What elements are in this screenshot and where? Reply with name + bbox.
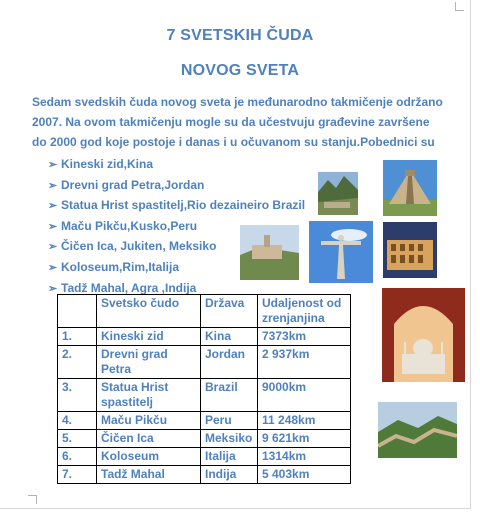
table-header-cell: Država <box>201 295 258 328</box>
table-cell: 6. <box>58 448 97 466</box>
table-cell: Kina <box>201 328 258 346</box>
table-cell: 2. <box>58 346 97 379</box>
photo-colosseum <box>383 222 437 278</box>
photo-chichen-itza <box>383 160 437 216</box>
table-cell: 7373km <box>258 328 351 346</box>
table-cell: 11 248km <box>258 412 351 430</box>
list-item-text: Kineski zid,Kina <box>61 157 154 171</box>
photo-christ-redeemer <box>309 221 373 283</box>
intro-paragraph <box>32 92 452 152</box>
list-item-text: Drevni grad Petra,Jordan <box>61 177 205 192</box>
arrow-bullet-icon: ➢ <box>48 220 58 233</box>
list-item <box>48 178 305 199</box>
page-corner-mark <box>28 495 37 504</box>
intro-line: 2007. Na ovom takmičenju mogle su da učestvuju građevine završene <box>32 115 430 129</box>
table-cell: Kineski zid <box>97 328 201 346</box>
table-cell: 3. <box>58 379 97 412</box>
table-row <box>58 466 351 484</box>
arrow-bullet-icon: ➢ <box>48 179 58 192</box>
table-cell: 1314km <box>258 448 351 466</box>
title-line-1: 7 SVETSKIH ČUDA <box>166 27 314 44</box>
list-item-text: Statua Hrist spastitelj,Rio dezaineiro Brazil <box>61 198 306 213</box>
photo-machu-picchu <box>318 172 358 215</box>
table-header-cell: Svetsko čudo <box>97 295 201 328</box>
table-row <box>58 346 351 379</box>
table-row <box>58 430 351 448</box>
table-header-cell: Udaljenost od zrenjanjina <box>258 295 351 328</box>
arrow-bullet-icon: ➢ <box>48 159 58 171</box>
table-cell: Drevni grad Petra <box>97 346 201 379</box>
title-line-2: NOVOG SVETA <box>180 62 300 79</box>
table-cell: Koloseum <box>97 448 201 466</box>
table-cell: Statua Hrist spastitelj <box>97 379 201 412</box>
page-corner-mark <box>455 2 464 11</box>
table-cell: Jordan <box>201 346 258 379</box>
list-item-text: Maču Pikču,Kusko,Peru <box>61 218 198 233</box>
distance-table <box>57 294 351 484</box>
table-cell: 5 403km <box>258 466 351 484</box>
table-cell: Italija <box>201 448 258 466</box>
table-row <box>58 379 351 412</box>
table-cell: 4. <box>58 412 97 430</box>
table-cell: 2 937km <box>258 346 351 379</box>
list-item-text: Koloseum,Rim,Italija <box>61 259 180 274</box>
arrow-bullet-icon: ➢ <box>48 282 58 295</box>
table-cell: Brazil <box>201 379 258 412</box>
photo-petra <box>240 225 299 280</box>
table-header-row <box>58 295 351 328</box>
table-cell: 9000km <box>258 379 351 412</box>
list-item-text: Čičen Ica, Jukiten, Meksiko <box>61 239 217 254</box>
arrow-bullet-icon: ➢ <box>48 241 58 254</box>
table-cell: Peru <box>201 412 258 430</box>
photo-great-wall <box>378 402 457 458</box>
table-cell: 9 621km <box>258 430 351 448</box>
table-cell: Maču Pikču <box>97 412 201 430</box>
table-cell: 5. <box>58 430 97 448</box>
table-cell: Meksiko <box>201 430 258 448</box>
table-cell: Tadž Mahal <box>97 466 201 484</box>
list-item <box>48 157 305 178</box>
arrow-bullet-icon: ➢ <box>48 261 58 274</box>
list-item-text: Tadž Mahal, Agra ,Indija <box>61 280 197 295</box>
table-row <box>58 448 351 466</box>
arrow-bullet-icon: ➢ <box>48 200 58 213</box>
intro-line: do 2000 god koje postoje i danas i u očuvanom su stanju.Pobednici su <box>32 135 435 149</box>
photo-taj-mahal <box>382 288 465 382</box>
list-item <box>48 198 305 219</box>
table-row <box>58 328 351 346</box>
table-cell: 7. <box>58 466 97 484</box>
table-cell: Indija <box>201 466 258 484</box>
table-cell: Čičen Ica <box>97 430 201 448</box>
intro-line: Sedam svedskih čuda novog sveta je međunarodno takmičenje održano <box>32 95 443 109</box>
table-header-cell <box>58 295 97 328</box>
table-row <box>58 412 351 430</box>
table-cell: 1. <box>58 328 97 346</box>
